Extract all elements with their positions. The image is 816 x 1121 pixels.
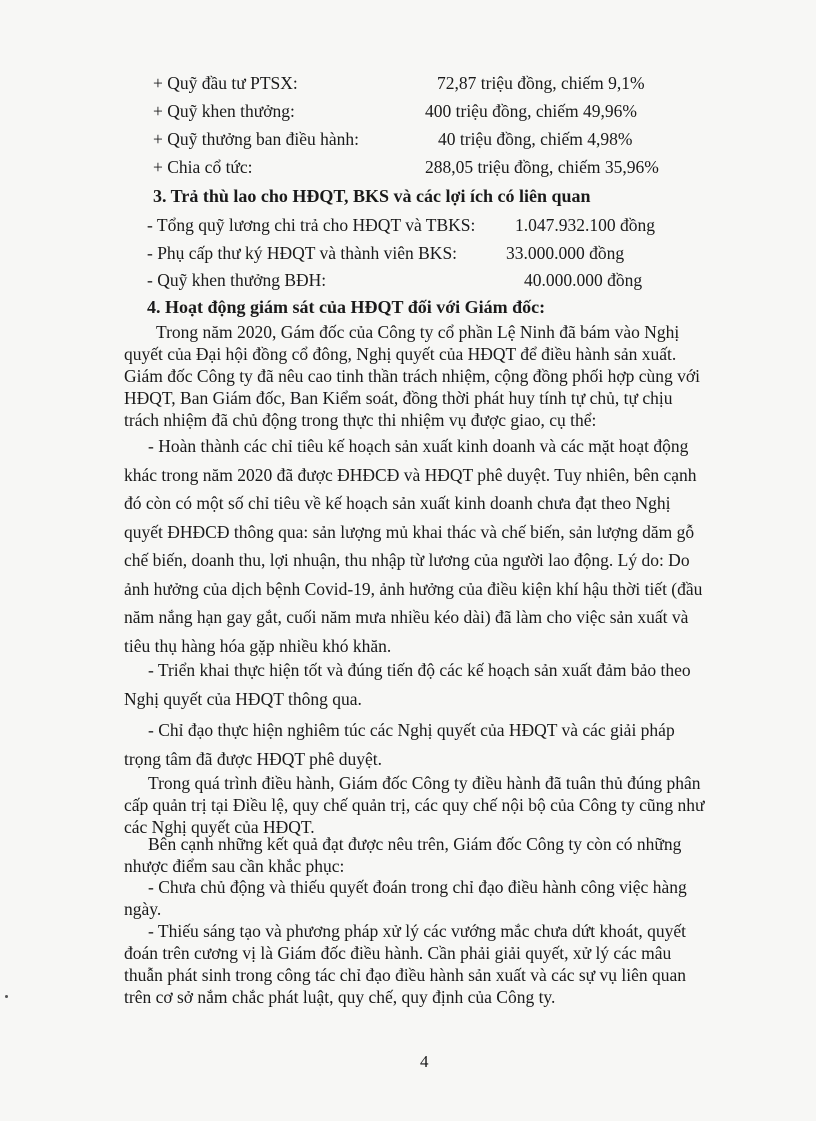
text-line: Bên cạnh những kết quả đạt được nêu trên, Giám đốc Công ty còn có những xyxy=(148,834,682,854)
paragraph-weakness-2 xyxy=(124,920,744,1008)
fund-value: 40 triệu đồng, chiếm 4,98% xyxy=(438,129,633,149)
page-number: 4 xyxy=(420,1052,429,1071)
text-line: thuẫn phát sinh trong công tác chỉ đạo điều hành sản xuất và các sự vụ liên quan xyxy=(124,965,687,985)
text-line: nhược điểm sau cần khắc phục: xyxy=(124,856,345,876)
section-4-heading: 4. Hoạt động giám sát của HĐQT đối với Giám đốc: xyxy=(147,297,546,317)
remuneration-label: - Tổng quỹ lương chi trả cho HĐQT và TBKS: xyxy=(147,215,476,235)
paragraph-weakness-1 xyxy=(124,876,744,920)
text-line: Nghị quyết của HĐQT thông qua. xyxy=(124,689,362,709)
text-line: trên cơ sở nắm chắc phát luật, quy chế, quy định của Công ty. xyxy=(124,987,556,1007)
remuneration-value: 1.047.932.100 đồng xyxy=(515,215,655,235)
text-line: ảnh hưởng của dịch bệnh Covid-19, ảnh hưởng của điều kiện khí hậu thời tiết (đầu xyxy=(124,578,703,599)
text-line: đó còn có một số chỉ tiêu về kế hoạch sản xuất kinh doanh chưa đạt theo Nghị xyxy=(124,493,671,513)
fund-value: 288,05 triệu đồng, chiếm 35,96% xyxy=(425,157,659,177)
text-line: - Hoàn thành các chỉ tiêu kế hoạch sản xuất kinh doanh và các mặt hoạt động xyxy=(148,436,689,456)
text-line: - Chưa chủ động và thiếu quyết đoán trong chỉ đạo điều hành công việc hàng xyxy=(148,877,687,897)
fund-label: + Quỹ đầu tư PTSX: xyxy=(153,73,298,93)
text-line: Trong năm 2020, Gám đốc của Công ty cổ phần Lệ Ninh đã bám vào Nghị xyxy=(156,322,680,342)
fund-value: 400 triệu đồng, chiếm 49,96% xyxy=(425,101,637,121)
fund-label: + Chia cổ tức: xyxy=(153,157,253,177)
paragraph-compliance xyxy=(124,772,744,838)
text-line: HĐQT, Ban Giám đốc, Ban Kiểm soát, đồng thời phát huy tính tự chủ, tự chịu xyxy=(124,388,673,408)
text-line: Trong quá trình điều hành, Giám đốc Công ty điều hành đã tuân thủ đúng phân xyxy=(148,773,701,793)
remuneration-value: 40.000.000 đồng xyxy=(524,270,643,290)
text-line: cấp quản trị tại Điều lệ, quy chế quản trị, các quy chế nội bộ của Công ty cũng như xyxy=(124,795,705,815)
paragraph-overview xyxy=(124,321,744,431)
text-line: trách nhiệm đã chủ động trong thực thi nhiệm vụ được giao, cụ thể: xyxy=(124,410,597,430)
text-line: đoán trên cương vị là Giám đốc điều hành. Cần phải giải quyết, xử lý các mâu xyxy=(124,943,672,963)
paragraph-implementation xyxy=(124,656,744,714)
paragraph-weaknesses xyxy=(124,833,744,877)
scan-speck xyxy=(5,995,8,998)
fund-label: + Quỹ khen thưởng: xyxy=(153,101,295,121)
fund-label: + Quỹ thưởng ban điều hành: xyxy=(153,129,360,149)
text-line: khác trong năm 2020 đã được ĐHĐCĐ và HĐQT phê duyệt. Tuy nhiên, bên cạnh xyxy=(124,464,697,485)
text-line: quyết của Đại hội đồng cổ đông, Nghị quyết của HĐQT để điều hành sản xuất. xyxy=(124,344,677,364)
paragraph-results xyxy=(124,432,744,660)
text-line: - Triển khai thực hiện tốt và đúng tiến độ các kế hoạch sản xuất đảm bảo theo xyxy=(148,660,691,680)
text-line: các Nghị quyết của HĐQT. xyxy=(124,817,315,837)
text-line: - Thiếu sáng tạo và phương pháp xử lý các vướng mắc chưa dứt khoát, quyết xyxy=(148,921,686,941)
fund-value: 72,87 triệu đồng, chiếm 9,1% xyxy=(437,73,645,93)
text-line: chế biến, doanh thu, lợi nhuận, thu nhập từ lương của người lao động. Lý do: Do xyxy=(124,550,690,570)
text-line: tiêu thụ hàng hóa gặp nhiều khó khăn. xyxy=(124,635,392,656)
paragraph-direction xyxy=(124,716,744,774)
text-line: trọng tâm đã được HĐQT phê duyệt. xyxy=(124,749,383,769)
text-line: ngày. xyxy=(124,899,162,919)
remuneration-label: - Quỹ khen thưởng BĐH: xyxy=(147,270,327,290)
remuneration-value: 33.000.000 đồng xyxy=(506,243,625,263)
text-line: năm nắng hạn gay gắt, cuối năm mưa nhiều kéo dài) đã làm cho việc sản xuất và xyxy=(124,607,689,627)
section-3-heading: 3. Trả thù lao cho HĐQT, BKS và các lợi ích có liên quan xyxy=(153,186,591,206)
text-line: quyết ĐHĐCĐ thông qua: sản lượng mủ khai thác và chế biến, sản lượng dăm gỗ xyxy=(124,521,695,542)
text-line: - Chỉ đạo thực hiện nghiêm túc các Nghị quyết của HĐQT và các giải pháp xyxy=(148,720,675,740)
remuneration-label: - Phụ cấp thư ký HĐQT và thành viên BKS: xyxy=(147,243,458,263)
text-line: Giám đốc Công ty đã nêu cao tinh thần trách nhiệm, cộng đồng phối hợp cùng với xyxy=(124,366,700,386)
